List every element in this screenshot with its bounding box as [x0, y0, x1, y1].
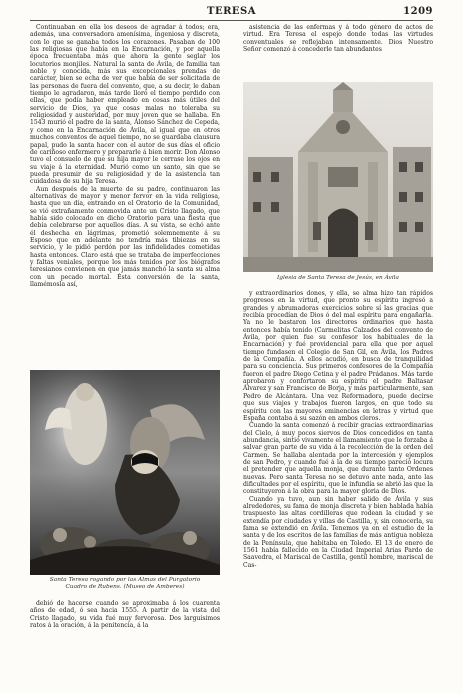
paragraph: debió de hacerse cuando se aproximaba á los cuarenta años de edad, ó sea hacia 1555. A partir de la vista del Cristo llagado, su vida fué muy fervorosa. Dos larguísimos ratos á la oración, á la penitencia, á la: [30, 600, 220, 630]
page-number: 1209: [403, 6, 433, 17]
right-column-top: [243, 24, 433, 53]
right-column-bottom: [243, 290, 433, 569]
paragraph: Cuando la santa comenzó á recibir gracias extraordinarias del Cielo, á muy pocos siervos de Dios concedidos en tanta abundancia, sintió vivamente el llamamiento que le forzaba á salvar gran parte de su vida á la recolección de la orden del Carmen. Se hallaba alentada por la intercesión y ejemplos de san Pedro, y cuando fué á la de su tiempo parecíó locura el pretender que aquella monja, que durante tanto Ordenes nuevas. Pero santa Teresa no se detuvo ante nada, ante las dificultades por el espíritu, que le infundía se abrió las que la constituyeron á la obra para la mayor gloria de Dios.: [243, 422, 433, 496]
church-photo-image: [243, 82, 433, 272]
rubens-painting-image: [30, 370, 220, 575]
paragraph: Continuaban en ella los deseos de agradar á todos; era, además, una conversadora amenísima, ingeniosa y discreta, con lo que se ganaba todos los corazones. Pasaban de 100 las religiosas que había en la Encarnación, y por aquella época frecuentaba más que ahora la gente seglar los locutorios monjiles. Natural la santa de Ávila, de familia tan noble y conocida, más sus excepcionales prendas de carácter, bien se echa de ver que había de ser solicitada de las personas de fuera del convento, que, a su decir, le daban tiempo le agradaron, más tarde lloró el tiempo perdido con ellas, que podía haber empleado en cosas más útiles del servicio de Dios, ya que cosas malas no toleraba su religiosidad y austeridad, por muy joven que se hallaba. En 1543 murió el padre de la santa, Alonso Sánchez de Cepeda, y como en la Encarnación de Ávila, al igual que en otros muchos conventos de aquel tiempo, no se guardaba clausura papal, pudo la santa hacer con el autor de sus días el oficio de cariñoso enfermero y prepararle á bien morir. Don Alonso tuvo el consuelo de que su hija mayor le cerrase los ojos en su viaje á la eternidad. Murió como un santo, sin que se pueda presumir de su religiosidad y de la asistencia tan cuidadosa de su hija Teresa.: [30, 24, 220, 186]
running-title: TERESA: [207, 6, 256, 17]
figure-caption-line: Cuadro de Rubens. (Museo de Amberes): [65, 584, 185, 590]
paragraph: Aun después de la muerte de su padre, continuaron las alternativas de mayor y menor fervor en la vida religiosa, hasta que un día, entrando en el Oratorio de la Comunidad, se vió extrañamente conmovida ante un Cristo llagado, que había sido colocado en dicho Oratorio para una fiesta que debía celebrarse por aquellos días. A su vista, se echó ante él deshecha en lágrimas, prometió solemnemente á su Esposo que en adelante no tendría más tibiezas en su servicio, y le pidió perdón por las infidelidades cometidas hasta entonces. Claro está que se trataba de imperfecciones y faltas veniales, porque los más tenidos por los biógrafos teresianos convienen en que jamás manchó la santa su alma con un pecado mortal. Ésta conversión de la santa, llamémosla así,: [30, 185, 220, 289]
paragraph: y extraordinarios dones, y ella, se alma hizo tan rápidos progresos en la virtud, que pronto su espíritu ingresó a grandes y abrumadoras exercicios sobre sí las gracias que recibía procedían de Dios ó del mal espíritu para engañarla. Ya no le bastaron los directores ordinarios que hasta entonces había tenido (Carmelitas Calzados del convento de Ávila, por quien fue su confesor los habituales de la Encarnación) y fué providencial para ella que por aquel tiempo fundasen el Colegio de San Gil, en Ávila, los Padres de la Compañía. A ellos acudió, en busca de tranquilidad para su conciencia. Sus primeros confesores de la Compañía fueron el padre Diego Cetina y el padre Prádanos. Más tarde aprobaron y confortaron su espíritu el padre Baltasar Álvarez y san Francisco de Borja, y más particularmente, san Pedro de Alcántara. Una vez Reformadora, puede decirse que sus viajes y trabajos fueron largos, en que todo su espíritu con las mayores eminencias en letras y virtud que España contaba á su sazón en ambos cleros.: [243, 290, 433, 422]
page-header: [30, 6, 433, 21]
paragraph: asistencia de las enfermas y á todo género de actos de virtud. Era Teresa el espejo donde todas las virtudes conventuales se reflejaban intensamente. Dios Nuestro Señor comenzó á concederle tan abundantes: [243, 24, 433, 54]
left-column: [30, 24, 220, 288]
figure-caption-line: Iglesia de Santa Teresa de Jesús, en Ávila: [276, 275, 399, 281]
figure-caption-line: Santa Teresa rogando por las Almas del Purgatorio: [49, 577, 201, 583]
left-column-bottom: [30, 600, 220, 629]
church-photo-figure: [243, 82, 433, 287]
rubens-painting-figure: [30, 370, 220, 590]
paragraph: Cuando ya tuvo, aun sin haber salido de Ávila y sus alrededores, su fama de monja discreta y bien hablada había traspuesto las altas cordilleras que rodean la ciudad y se extendía por ciudades y villas de Castilla, y, sin conocerla, su fama se extendió en Ávila. Tenemos ya en el estudio de la santa y de los escritos de las familias de más antigua nobleza de la Península, que habitaba en Toledo. El 13 de enero de 1561 había fallecido en la Ciudad Imperial Arias Pardo de Saavedra, el Mariscal de Castilla, gentil hombre, mariscal de Cas-: [243, 495, 433, 569]
